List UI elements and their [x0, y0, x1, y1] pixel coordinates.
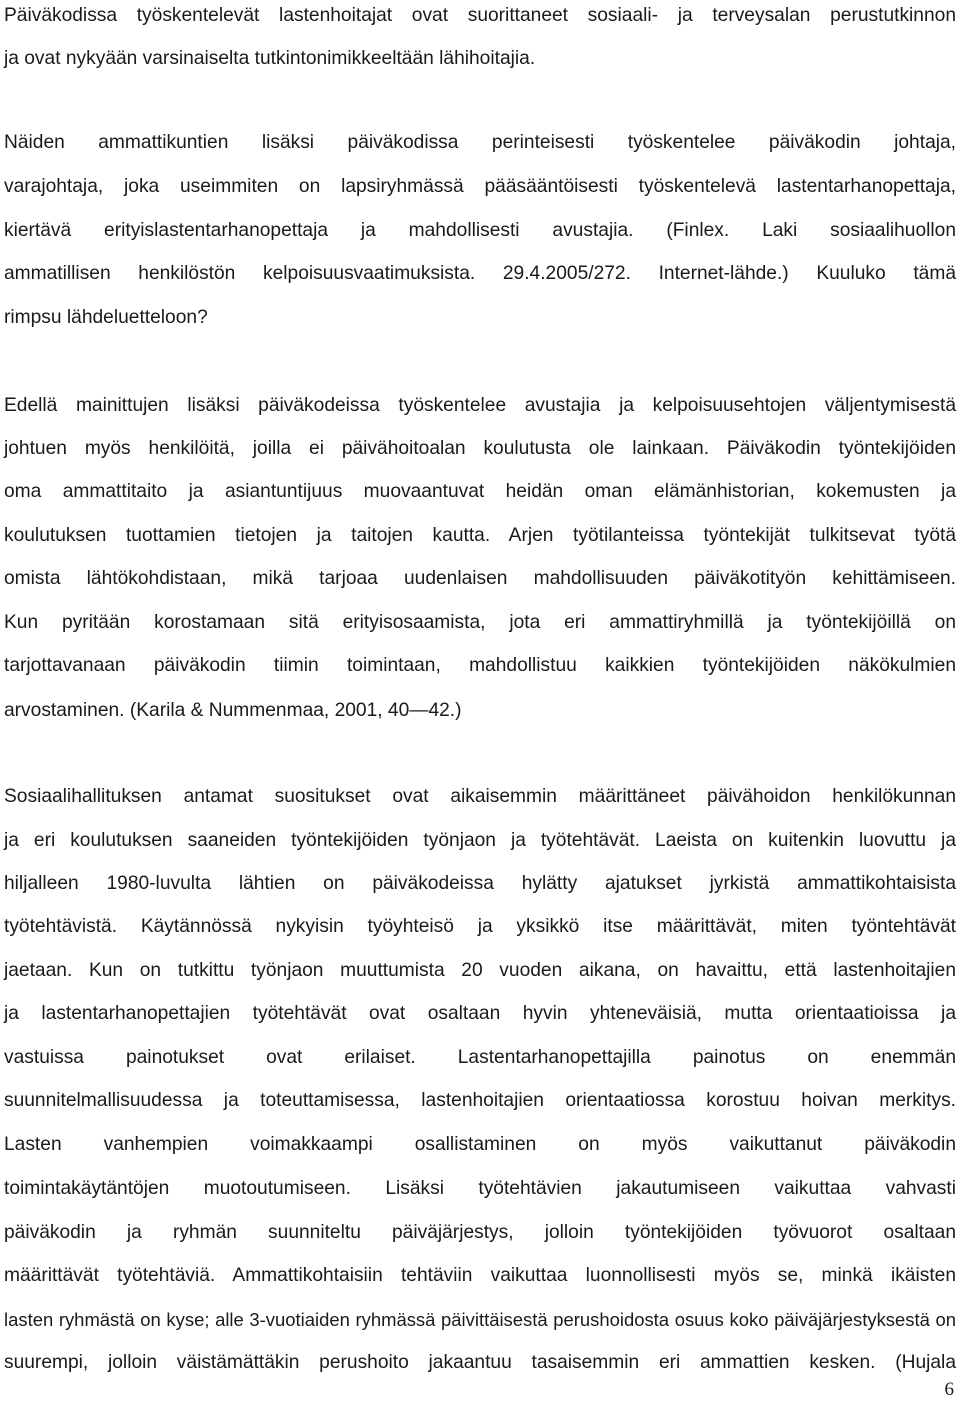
- paragraph-2-line-5: rimpsu lähdeluetteloon?: [4, 307, 208, 328]
- paragraph-3-line-2: johtuen myös henkilöitä, joilla ei päivähoitoalan koulutusta ole lainkaan. Päiväkodin työntekijöiden: [4, 438, 956, 459]
- paragraph-3-line-6: Kun pyritään korostamaan sitä erityisosaamista, jota eri ammattiryhmillä ja työntekijöillä on: [4, 612, 956, 633]
- paragraph-4-line-13: lasten ryhmästä on kyse; alle 3-vuotiaiden ryhmässä päivittäisestä perushoidosta osuus koko päiväjärjestyksestä on: [4, 1309, 956, 1330]
- page-number: 6: [944, 1379, 954, 1400]
- paragraph-2-line-2: varajohtaja, joka useimmiten on lapsiryhmässä pääsääntöisesti työskentelevä lastentarhanopettaja,: [4, 176, 956, 197]
- paragraph-2-line-3: kiertävä erityislastentarhanopettaja ja mahdollisesti avustajia. (Finlex. Laki sosiaalihuollon: [4, 220, 956, 241]
- paragraph-4-line-14: suurempi, jolloin väistämättäkin perushoito jakaantuu tasaisemmin eri ammattien kesken. (Hujala: [4, 1352, 956, 1373]
- paragraph-4-line-9: Lasten vanhempien voimakkaampi osallistaminen on myös vaikuttanut päiväkodin: [4, 1134, 956, 1155]
- paragraph-2-line-4: ammatillisen henkilöstön kelpoisuusvaatimuksista. 29.4.2005/272. Internet-lähde.) Kuuluko tämä: [4, 263, 956, 284]
- paragraph-4-line-12: määrittävät työtehtäviä. Ammattikohtaisiin tehtäviin vaikuttaa luonnollisesti myös se, minkä ikäisten: [4, 1265, 956, 1286]
- paragraph-4-line-1: Sosiaalihallituksen antamat suositukset ovat aikaisemmin määrittäneet päivähoidon henkilökunnan: [4, 786, 956, 807]
- paragraph-3-line-1: Edellä mainittujen lisäksi päiväkodeissa työskentelee avustajia ja kelpoisuusehtojen väljentymisestä: [4, 395, 956, 416]
- paragraph-4-line-5: jaetaan. Kun on tutkittu työnjaon muuttumista 20 vuoden aikana, on havaittu, että lastenhoitajien: [4, 960, 956, 981]
- paragraph-4-line-10: toimintakäytäntöjen muotoutumiseen. Lisäksi työtehtävien jakautumiseen vaikuttaa vahvasti: [4, 1178, 956, 1199]
- paragraph-4-line-7: vastuissa painotukset ovat erilaiset. Lastentarhanopettajilla painotus on enemmän: [4, 1047, 956, 1068]
- paragraph-4-line-6: ja lastentarhanopettajien työtehtävät ovat osaltaan hyvin yhteneväisiä, mutta orientaatioissa ja: [4, 1003, 956, 1024]
- paragraph-4-line-4: työtehtävistä. Käytännössä nykyisin työyhteisö ja yksikkö itse määrittävät, miten työntehtävät: [4, 916, 956, 937]
- paragraph-3-line-3: oma ammattitaito ja asiantuntijuus muovaantuvat heidän oman elämänhistorian, kokemusten ja: [4, 481, 956, 502]
- paragraph-3-line-4: koulutuksen tuottamien tietojen ja taitojen kautta. Arjen työtilanteissa työntekijät tulkitsevat työtä: [4, 525, 956, 546]
- paragraph-4-line-11: päiväkodin ja ryhmän suunniteltu päiväjärjestys, jolloin työntekijöiden työvuorot osaltaan: [4, 1222, 956, 1243]
- paragraph-2-line-1: Näiden ammattikuntien lisäksi päiväkodissa perinteisesti työskentelee päiväkodin johtaja,: [4, 132, 956, 153]
- paragraph-4-line-3: hiljalleen 1980-luvulta lähtien on päiväkodeissa hylätty ajatukset jyrkistä ammattikohtaisista: [4, 873, 956, 894]
- paragraph-4-line-8: suunnitelmallisuudessa ja toteuttamisessa, lastenhoitajien orientaatiossa korostuu hoivan merkitys.: [4, 1090, 956, 1111]
- paragraph-3-line-7: tarjottavanaan päiväkodin tiimin toimintaan, mahdollistuu kaikkien työntekijöiden näkökulmien: [4, 655, 956, 676]
- paragraph-3-line-5: omista lähtökohdistaan, mikä tarjoaa uudenlaisen mahdollisuuden päiväkotityön kehittämiseen.: [4, 568, 956, 589]
- paragraph-1-line-2: ja ovat nykyään varsinaiselta tutkintonimikkeeltään lähihoitajia.: [4, 48, 536, 69]
- paragraph-1-line-1: Päiväkodissa työskentelevät lastenhoitajat ovat suorittaneet sosiaali- ja terveysalan perustutkinnon: [4, 5, 956, 26]
- paragraph-3-line-8: arvostaminen. (Karila & Nummenmaa, 2001, 40—42.): [4, 700, 462, 721]
- paragraph-4-line-2: ja eri koulutuksen saaneiden työntekijöiden työnjaon ja työtehtävät. Laeista on kuitenkin luovuttu ja: [4, 830, 956, 851]
